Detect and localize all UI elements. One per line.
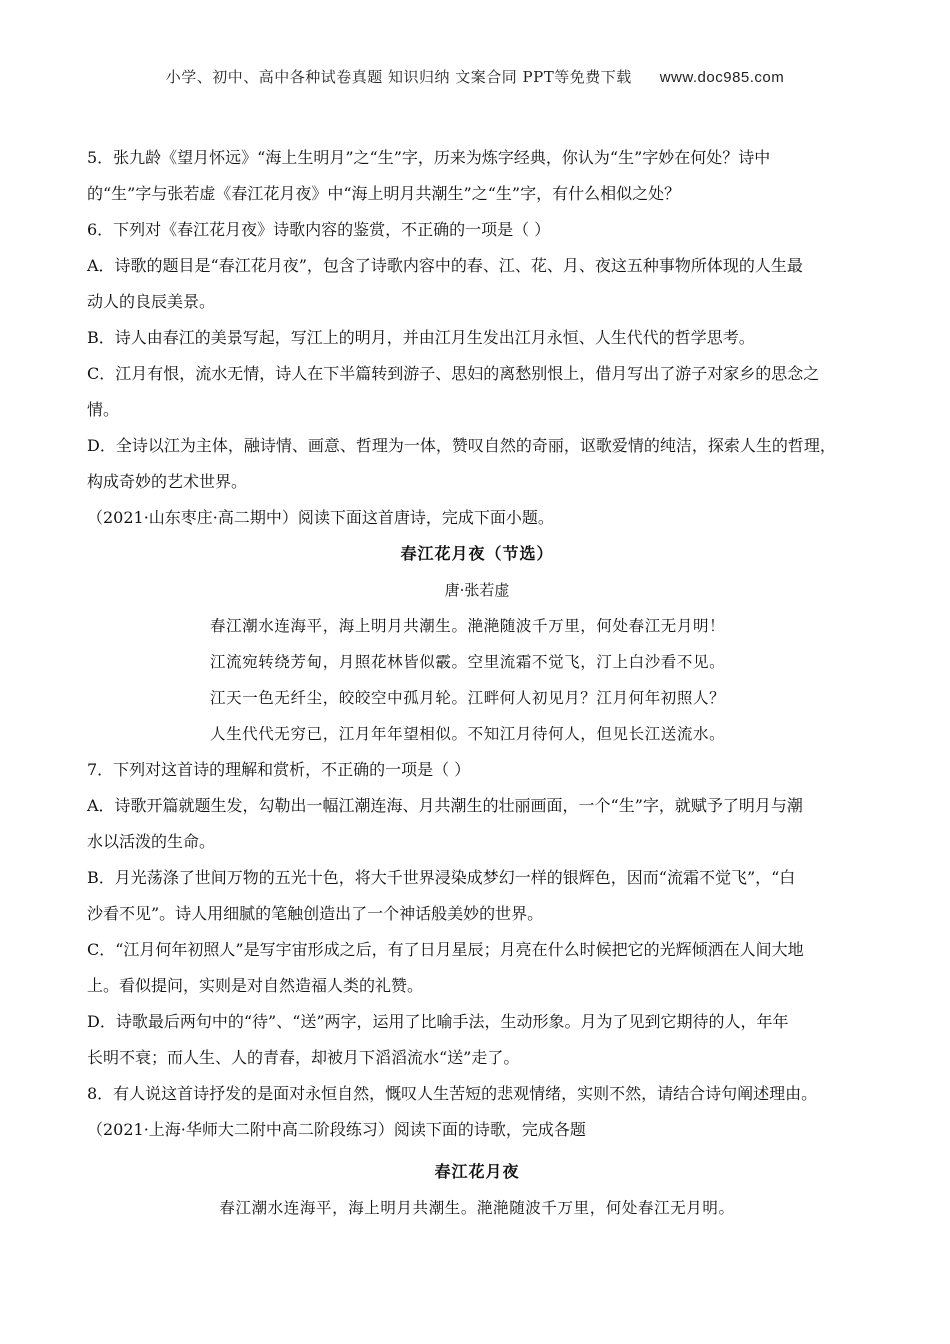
question-6-option-a-line-1: A．诗歌的题目是“春江花月夜”，包含了诗歌内容中的春、江、花、月、夜这五种事物所体现的人生最 [87,256,803,275]
poem-1-line-2: 江流宛转绕芳甸，月照花林皆似霰。空里流霜不觉飞，汀上白沙看不见。 [210,653,726,671]
question-7-option-d-line-1: D．诗歌最后两句中的“待”、“送”两字，运用了比喻手法，生动形象。月为了见到它期待的人，年年 [87,1012,789,1031]
page-header [0,66,950,87]
document-body [87,140,867,1226]
question-8-stem: 8．有人说这首诗抒发的是面对永恒自然，慨叹人生苦短的悲观情绪，实则不然，请结合诗句阐述理由。 [87,1084,818,1103]
question-7-option-d-line-2: 长明不衰；而人生、人的青春，却被月下滔滔流水“送”走了。 [87,1048,520,1067]
question-7-option-a-line-2: 水以活泼的生命。 [87,832,216,851]
poem-2-title: 春江花月夜 [434,1162,520,1181]
question-6-option-c-line-2: 情。 [87,400,120,419]
section-2-intro: （2021·上海·华师大二附中高二阶段练习）阅读下面的诗歌，完成各题 [87,1120,586,1139]
header-site-link[interactable]: www.doc985.com [659,69,785,86]
question-6-option-d-line-1: D．全诗以江为主体，融诗情、画意、哲理为一体，赞叹自然的奇丽，讴歌爱情的纯洁，探索人生的哲理， [87,436,836,455]
question-7-stem: 7．下列对这首诗的理解和赏析，不正确的一项是（ ） [87,760,471,779]
question-5-line-2: 的“生”字与张若虚《春江花月夜》中“海上明月共潮生”之“生”字，有什么相似之处？ [87,184,681,203]
poem-1-author: 唐·张若虚 [444,581,510,599]
question-6-option-c-line-1: C．江月有恨，流水无情，诗人在下半篇转到游子、思妇的离愁别恨上，借月写出了游子对家乡的思念之 [87,364,820,383]
question-6-option-d-line-2: 构成奇妙的艺术世界。 [87,472,248,491]
poem-2-line-1: 春江潮水连海平，海上明月共潮生。滟滟随波千万里，何处春江无月明。 [219,1199,735,1217]
poem-1-line-3: 江天一色无纤尘，皎皎空中孤月轮。江畔何人初见月？江月何年初照人？ [210,689,726,707]
question-6-stem: 6．下列对《春江花月夜》诗歌内容的鉴赏，不正确的一项是（ ） [87,220,551,239]
question-6-option-b: B．诗人由春江的美景写起，写江上的明月，并由江月生发出江月永恒、人生代代的哲学思考。 [87,328,755,347]
header-text: 小学、初中、高中各种试卷真题 知识归纳 文案合同 PPT等免费下载 [165,68,632,86]
question-7-option-a-line-1: A．诗歌开篇就题生发，勾勒出一幅江潮连海、月共潮生的壮丽画面，一个“生”字，就赋予了明月与潮 [87,796,803,815]
question-7-option-c-line-1: C．“江月何年初照人”是写宇宙形成之后，有了日月星辰；月亮在什么时候把它的光辉倾洒在人间大地 [87,940,804,959]
poem-1-line-4: 人生代代无穷已，江月年年望相似。不知江月待何人，但见长江送流水。 [210,725,726,743]
poem-1-line-1: 春江潮水连海平，海上明月共潮生。滟滟随波千万里，何处春江无月明！ [210,617,726,635]
section-1-intro: （2021·山东枣庄·高二期中）阅读下面这首唐诗，完成下面小题。 [87,508,554,527]
question-7-option-c-line-2: 上。看似提问，实则是对自然造福人类的礼赞。 [87,976,424,995]
question-7-option-b-line-2: 沙看不见”。诗人用细腻的笔触创造出了一个神话般美妙的世界。 [87,904,544,923]
question-7-option-b-line-1: B．月光荡涤了世间万物的五光十色，将大千世界浸染成梦幻一样的银辉色，因而“流霜不觉飞”，“白 [87,868,796,887]
question-5-line-1: 5．张九龄《望月怀远》“海上生明月”之“生”字，历来为炼字经典，你认为“生”字妙在何处？诗中 [87,148,771,167]
poem-1-title: 春江花月夜（节选） [400,544,554,563]
question-6-option-a-line-2: 动人的良辰美景。 [87,292,216,311]
